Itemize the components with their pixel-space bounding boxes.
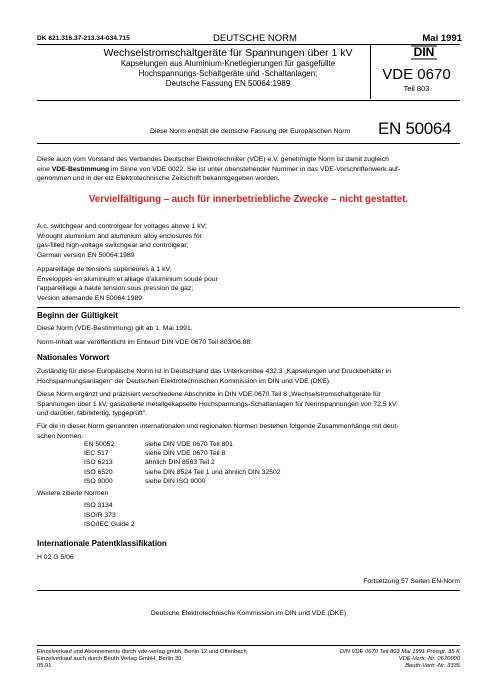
standard-reference: siehe DIN VDE 0670 Teil 8 [145, 450, 226, 458]
reproduction-warning: Vervielfältigung – auch für innerbetriebliche Zwecke – nicht gestattet. [88, 194, 409, 205]
subtitle-line: Deutsche Fassung EN 50064:1989 [165, 78, 291, 88]
preface-paragraph: Zuständig für diese Europäische Norm ist in Deutschland das Unterkomitee 432.3 „Kapselungen und Druckbehälter in Hochspannungsanlagen“ der Deutschen Elektrotechnischen Kommission im DIN und VDE (DKE). [37, 368, 392, 385]
intro-line: eine VDE-Bestimmung im Sinne von VDE 0022. Sie ist unter obenstehender Nummer in das VDE-Vorschriftenwerk auf- [37, 165, 401, 173]
list-item: ISO/IEC Guide 2 [84, 521, 135, 529]
vde-bestimmung-label: VDE-Bestimmung [51, 165, 110, 173]
en-number: EN 50064 [378, 119, 452, 138]
table-row [84, 478, 281, 487]
commission-line: Deutsche Elektrotechnische Kommission im DIN und VDE (DKE) [150, 610, 347, 617]
en-note: Diese Norm enthält die deutsche Fassung der Europäischen Norm [150, 128, 351, 135]
english-title: A.c. switchgear and controlgear for voltages above 1 kV; Wrought aluminium and aluminium alloy enclosures for gas-filled high-voltage switchgear and controlgear; German version EN 50064:1989 [37, 223, 207, 259]
standard-code: EN 50052 [84, 441, 115, 448]
standard-reference: ähnlich DIN 8563 Teil 2 [145, 459, 215, 467]
vde-part: Teil 803 [403, 84, 430, 93]
table-row [84, 441, 281, 450]
footer-right: DIN VDE 0670 Teil 803 Mai 1991 Preisgr. 35 K VDE-Vertr.-Nr. 0670000 Beuth-Vertr.-Nr. 3335 [339, 649, 460, 669]
table-row [84, 450, 281, 459]
title-separator [370, 44, 371, 99]
standards-table [84, 441, 281, 487]
preface-heading: Nationales Vorwort [37, 353, 110, 362]
vde-number: VDE 0670 [382, 66, 451, 83]
intro-line: genommen und in der etz Elektrotechnische Zeitschrift bekanntgegeben worden. [37, 175, 280, 183]
standard-reference: siehe DIN 8524 Teil 1 und ähnlich DIN 32502 [145, 468, 281, 476]
preface-paragraph: Diese Norm ergänzt und präzisiert verschiedene Abschnitte in DIN VDE 0670 Teil 8 „Wechselstromschaltgeräte für Spannungen über 1 kV, gasisolierte metallgekapselte Hochspannungs-Schaltanlagen für Nennspannungen von 72,5 kV und darüber, fabrikfertig, typgeprüft“. [37, 391, 397, 418]
list-item: ISO/R 373 [84, 511, 116, 519]
table-row [84, 469, 281, 478]
title-divider [37, 100, 460, 101]
french-title: Appareillage de tensions supérieures à 1 kV; Enveloppes en aluminium et alliage d'aluminium soudé pour l'appareillage à haute tension sous pression de gaz; Version allemande EN 50064:1989 [37, 266, 218, 302]
subtitle-line: Kapselungen aus Aluminium-Knetlegierungen für gasgefüllte [120, 59, 336, 68]
din-logo-text: DIN [413, 45, 435, 59]
standard-reference: siehe DIN VDE 0670 Teil 801 [145, 441, 233, 448]
languages-divider [37, 307, 460, 308]
document-type: DEUTSCHE NORM [213, 33, 297, 44]
issue-date: Mai 1991 [422, 33, 462, 44]
preface-paragraph: Für die in dieser Norm genannten internationalen und regionalen Normen bestehen folgende Zusammenhänge mit deut- schen Normen: [37, 423, 399, 440]
standard-code: IEC 517 [84, 450, 109, 458]
intro-line: Diese auch vom Vorstand des Verbandes Deutscher Elektrotechniker (VDE) e.V. genehmigte Norm ist damit zugleich [37, 156, 389, 163]
standard-code: ISO 6213 [84, 459, 113, 467]
subtitle-line: Hochspannungs-Schaltgeräte und -Schaltanlagen; [138, 68, 318, 78]
table-row [84, 459, 281, 468]
intro-paragraph [37, 155, 462, 184]
list-item: ISO 3134 [84, 502, 113, 509]
standard-code: ISO 9000 [84, 477, 113, 485]
title-block [92, 47, 364, 88]
dk-number: DK 621.316.37-213.34-034.715 [37, 35, 130, 42]
further-standards-list [84, 501, 135, 530]
standard-reference: siehe DIN ISO 9000 [145, 477, 206, 485]
footer-left: Einzelverkauf und Abonnements durch vde-verlag gmbh, Berlin 12 und Offenbach Einzelverkauf auch durch Beuth Verlag GmbH, Berlin 30 05.91 [37, 649, 247, 669]
continuation-note: Fortsetzung 57 Seiten EN-Norm [363, 578, 460, 585]
body-end-divider [37, 590, 460, 591]
validity-heading: Beginn der Gültigkeit [37, 311, 118, 320]
validity-line: Diese Norm (VDE-Bestimmung) gilt ab 1. Mai 1991. [37, 325, 193, 332]
en-divider [37, 143, 460, 144]
main-title: Wechselstromschaltgeräte für Spannungen über 1 kV [103, 47, 353, 59]
standard-code: ISO 6520 [84, 468, 113, 476]
patent-value: H 02 G 5/06 [37, 554, 74, 561]
validity-line: Norm-Inhalt war veröffentlicht im Entwurf DIN VDE 0670 Teil 803/06.88. [37, 339, 253, 346]
patent-heading: Internationale Patentklassifikation [37, 539, 167, 548]
din-logo [393, 45, 455, 63]
footer-divider [37, 645, 460, 646]
further-standards-heading: Weitere zitierte Normen [37, 490, 109, 497]
